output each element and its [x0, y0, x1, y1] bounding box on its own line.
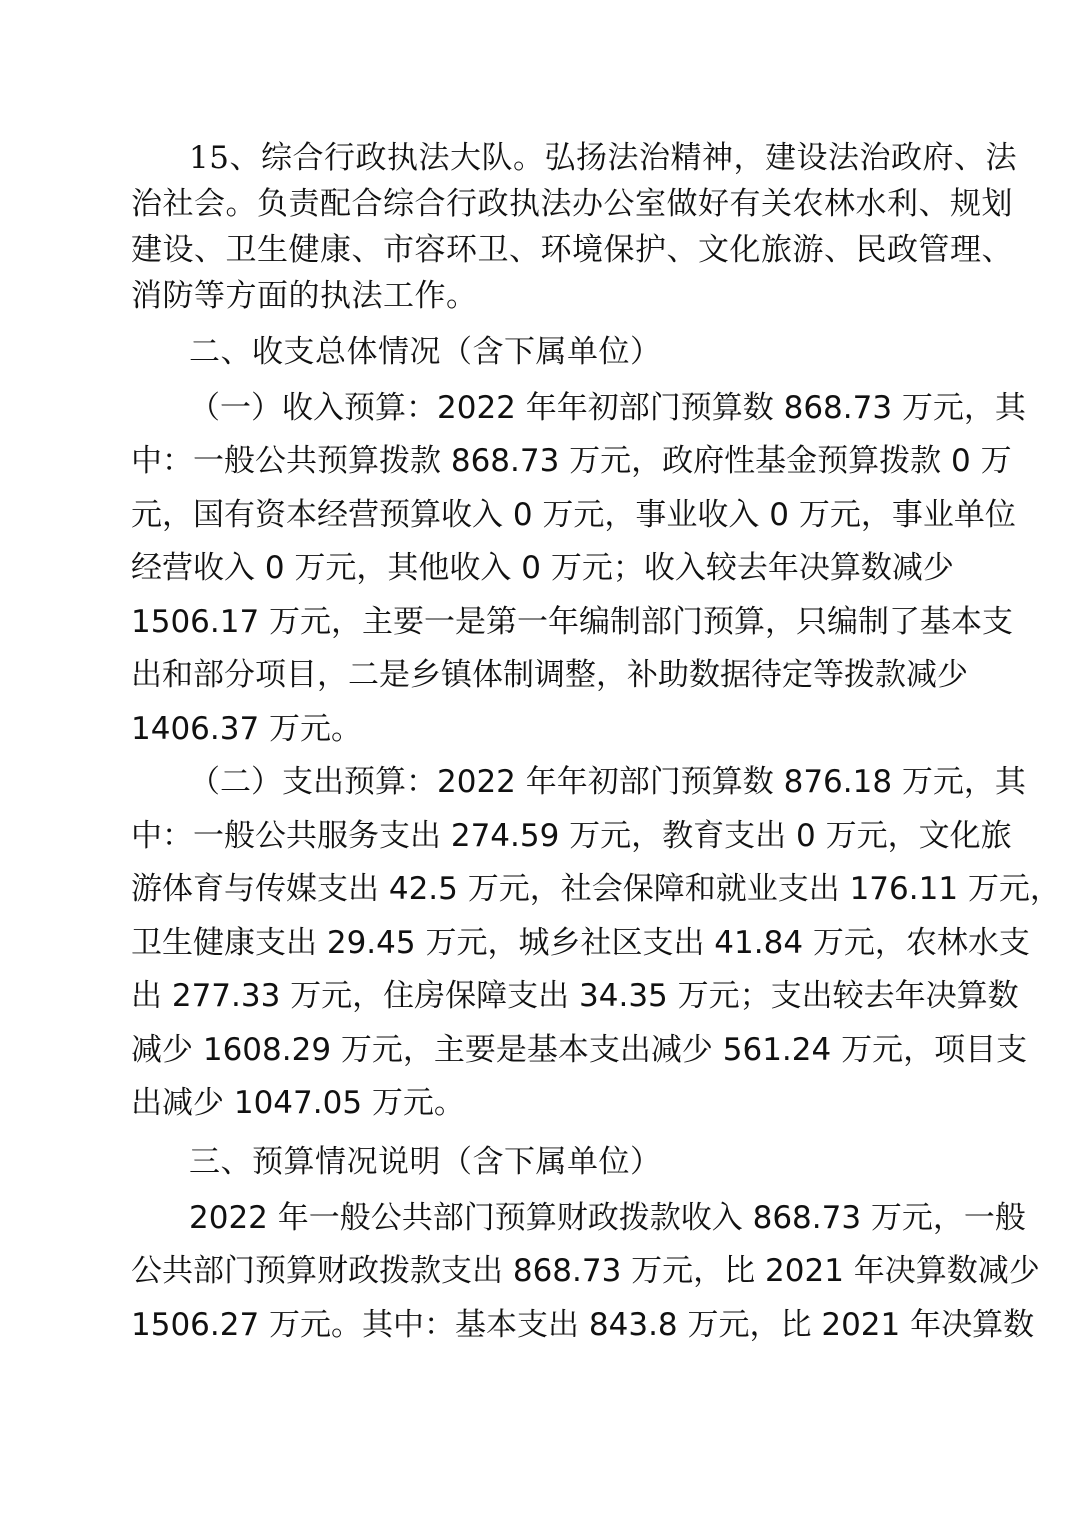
paragraph-line: 2022 年一般公共部门预算财政拨款收入 868.73 万元，一般 [189, 1200, 1026, 1236]
paragraph-line: 出和部分项目，二是乡镇体制调整，补助数据待定等拨款减少 [131, 657, 968, 693]
paragraph-line: 治社会。负责配合综合行政执法办公室做好有关农林水利、规划 [131, 186, 1013, 222]
paragraph-line: 卫生健康支出 29.45 万元，城乡社区支出 41.84 万元，农林水支 [131, 925, 1030, 961]
paragraph-line: 出 277.33 万元，住房保障支出 34.35 万元；支出较去年决算数 [131, 978, 1019, 1014]
paragraph-line: 中：一般公共服务支出 274.59 万元，教育支出 0 万元，文化旅 [131, 818, 1012, 854]
paragraph-line: 1406.37 万元。 [131, 711, 363, 747]
paragraph-line: 1506.17 万元，主要一是第一年编制部门预算，只编制了基本支 [131, 604, 1014, 640]
paragraph-line: 1506.27 万元。其中：基本支出 843.8 万元，比 2021 年决算数 [131, 1307, 1035, 1343]
paragraph-line: 经营收入 0 万元，其他收入 0 万元；收入较去年决算数减少 [131, 550, 954, 586]
section-heading: 三、预算情况说明（含下属单位） [189, 1144, 662, 1180]
paragraph-line: 游体育与传媒支出 42.5 万元，社会保障和就业支出 176.11 万元， [131, 871, 1061, 907]
paragraph-line: 15、综合行政执法大队。弘扬法治精神，建设法治政府、法 [189, 140, 1017, 176]
paragraph-line: 元，国有资本经营预算收入 0 万元，事业收入 0 万元，事业单位 [131, 497, 1016, 533]
paragraph-line: 公共部门预算财政拨款支出 868.73 万元，比 2021 年决算数减少 [131, 1253, 1040, 1289]
paragraph-line: 出减少 1047.05 万元。 [131, 1085, 465, 1121]
paragraph-line: 减少 1608.29 万元，主要是基本支出减少 561.24 万元，项目支 [131, 1032, 1028, 1068]
paragraph-line: （一）收入预算：2022 年年初部门预算数 868.73 万元，其 [189, 390, 1026, 426]
paragraph-line: 建设、卫生健康、市容环卫、环境保护、文化旅游、民政管理、 [131, 232, 1013, 268]
paragraph-line: （二）支出预算：2022 年年初部门预算数 876.18 万元，其 [189, 764, 1026, 800]
paragraph-line: 中：一般公共预算拨款 868.73 万元，政府性基金预算拨款 0 万 [131, 443, 1012, 479]
paragraph-line: 消防等方面的执法工作。 [131, 278, 478, 314]
section-heading: 二、收支总体情况（含下属单位） [189, 334, 662, 370]
